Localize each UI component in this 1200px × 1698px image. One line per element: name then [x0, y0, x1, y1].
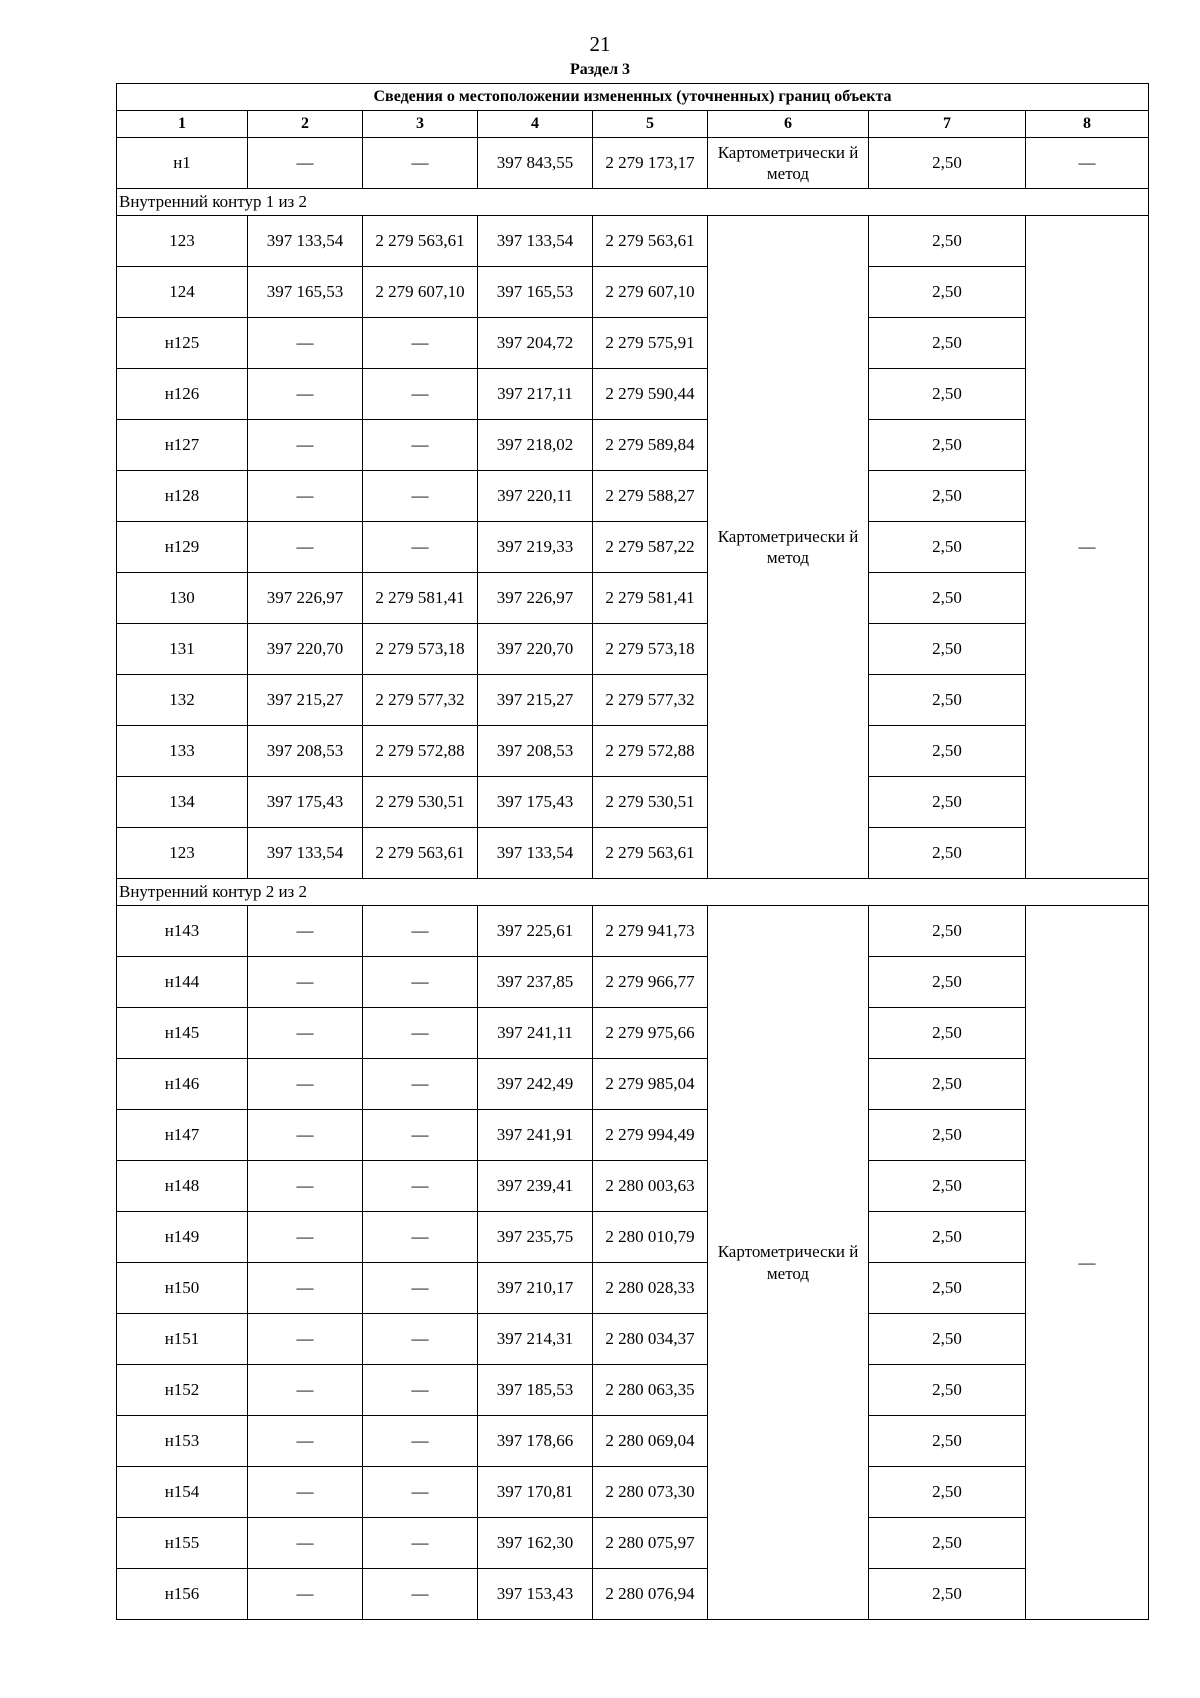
table-row — [117, 675, 1149, 726]
cell-x-new: 397 210,17 — [478, 1263, 593, 1314]
accuracy-cell: 2,50 — [869, 1110, 1026, 1161]
point-number: н143 — [117, 906, 248, 957]
point-number: н125 — [117, 318, 248, 369]
cell-x-old: 397 175,43 — [248, 777, 363, 828]
cell-x-old: 397 133,54 — [248, 828, 363, 879]
cell-x-new: 397 217,11 — [478, 369, 593, 420]
point-number: н154 — [117, 1467, 248, 1518]
cell-x-new: 397 178,66 — [478, 1416, 593, 1467]
point-number: н148 — [117, 1161, 248, 1212]
cell-y-new: 2 279 573,18 — [593, 624, 708, 675]
cell-x-new: 397 237,85 — [478, 957, 593, 1008]
cell-y-new: 2 279 588,27 — [593, 471, 708, 522]
point-number: н150 — [117, 1263, 248, 1314]
accuracy-cell: 2,50 — [869, 318, 1026, 369]
accuracy-cell: 2,50 — [869, 573, 1026, 624]
point-number: н155 — [117, 1518, 248, 1569]
cell-x-old: — — [248, 1365, 363, 1416]
table-row — [117, 1314, 1149, 1365]
point-number: н144 — [117, 957, 248, 1008]
table-row — [117, 1110, 1149, 1161]
cell-y-new: 2 280 003,63 — [593, 1161, 708, 1212]
accuracy-cell: 2,50 — [869, 1212, 1026, 1263]
cell-y-old: — — [363, 318, 478, 369]
cell-x-old: — — [248, 906, 363, 957]
col8-cell: — — [1026, 906, 1149, 1620]
accuracy-cell: 2,50 — [869, 138, 1026, 189]
point-number: н149 — [117, 1212, 248, 1263]
column-number: 8 — [1026, 111, 1149, 138]
table-row — [117, 1518, 1149, 1569]
cell-y-old: — — [363, 471, 478, 522]
table-row — [117, 957, 1149, 1008]
cell-x-old: — — [248, 369, 363, 420]
cell-x-new: 397 185,53 — [478, 1365, 593, 1416]
cell-y-old: — — [363, 1518, 478, 1569]
cell-x-new: 397 208,53 — [478, 726, 593, 777]
cell-x-new: 397 133,54 — [478, 828, 593, 879]
cell-x-new: 397 226,97 — [478, 573, 593, 624]
cell-x-old: — — [248, 1416, 363, 1467]
cell-y-old: — — [363, 1569, 478, 1620]
cell-x-old: — — [248, 1110, 363, 1161]
cell-x-new: 397 219,33 — [478, 522, 593, 573]
point-number: н129 — [117, 522, 248, 573]
coordinates-table — [116, 83, 1149, 1620]
cell-y-new: 2 279 530,51 — [593, 777, 708, 828]
cell-x-old: — — [248, 1467, 363, 1518]
accuracy-cell: 2,50 — [869, 267, 1026, 318]
cell-y-old: — — [363, 1263, 478, 1314]
accuracy-cell: 2,50 — [869, 957, 1026, 1008]
point-number: н156 — [117, 1569, 248, 1620]
cell-x-old: — — [248, 420, 363, 471]
cell-x-new: 397 214,31 — [478, 1314, 593, 1365]
cell-y-new: 2 280 034,37 — [593, 1314, 708, 1365]
cell-y-new: 2 279 590,44 — [593, 369, 708, 420]
column-number: 2 — [248, 111, 363, 138]
table-row — [117, 522, 1149, 573]
table-row — [117, 1008, 1149, 1059]
table-row — [117, 624, 1149, 675]
cell-y-old: 2 279 581,41 — [363, 573, 478, 624]
cell-x-new: 397 218,02 — [478, 420, 593, 471]
table-row — [117, 216, 1149, 267]
cell-x-new: 397 170,81 — [478, 1467, 593, 1518]
table-row — [117, 420, 1149, 471]
cell-x-old: — — [248, 957, 363, 1008]
cell-y-new: 2 279 941,73 — [593, 906, 708, 957]
accuracy-cell: 2,50 — [869, 675, 1026, 726]
cell-y-new: 2 279 975,66 — [593, 1008, 708, 1059]
accuracy-cell: 2,50 — [869, 777, 1026, 828]
column-number: 5 — [593, 111, 708, 138]
cell-y-old: — — [363, 1008, 478, 1059]
cell-x-old: 397 165,53 — [248, 267, 363, 318]
cell-x-new: 397 133,54 — [478, 216, 593, 267]
point-number: 123 — [117, 216, 248, 267]
cell-x-old: — — [248, 1569, 363, 1620]
cell-x-old: 397 208,53 — [248, 726, 363, 777]
cell-x-old: 397 226,97 — [248, 573, 363, 624]
accuracy-cell: 2,50 — [869, 906, 1026, 957]
column-number: 3 — [363, 111, 478, 138]
point-number: 133 — [117, 726, 248, 777]
accuracy-cell: 2,50 — [869, 1416, 1026, 1467]
cell-x-old: — — [248, 1314, 363, 1365]
cell-x-old: 397 133,54 — [248, 216, 363, 267]
point-number: н128 — [117, 471, 248, 522]
table-row — [117, 573, 1149, 624]
cell-x-new: 397 241,91 — [478, 1110, 593, 1161]
cell-y-new: 2 279 577,32 — [593, 675, 708, 726]
point-number: н126 — [117, 369, 248, 420]
cell-y-new: 2 280 028,33 — [593, 1263, 708, 1314]
cell-x-new: 397 220,70 — [478, 624, 593, 675]
cell-y-new: 2 279 994,49 — [593, 1110, 708, 1161]
cell-y-new: 2 279 581,41 — [593, 573, 708, 624]
cell-x-new: 397 175,43 — [478, 777, 593, 828]
cell-y-new: 2 279 607,10 — [593, 267, 708, 318]
accuracy-cell: 2,50 — [869, 828, 1026, 879]
cell-x-new: 397 204,72 — [478, 318, 593, 369]
cell-x-old: — — [248, 1008, 363, 1059]
cell-x-old: — — [248, 471, 363, 522]
accuracy-cell: 2,50 — [869, 471, 1026, 522]
section-title: Раздел 3 — [569, 61, 631, 78]
cell-x-new: 397 843,55 — [478, 138, 593, 189]
cell-y-old: 2 279 577,32 — [363, 675, 478, 726]
method-cell: Картометрически й метод — [708, 906, 869, 1620]
cell-y-old: 2 279 530,51 — [363, 777, 478, 828]
point-number: 130 — [117, 573, 248, 624]
table-row — [117, 1212, 1149, 1263]
accuracy-cell: 2,50 — [869, 726, 1026, 777]
col8-cell: — — [1026, 138, 1149, 189]
cell-y-old: 2 279 572,88 — [363, 726, 478, 777]
table-row — [117, 1569, 1149, 1620]
table-row — [117, 318, 1149, 369]
cell-y-new: 2 279 173,17 — [593, 138, 708, 189]
cell-x-old: — — [248, 1059, 363, 1110]
column-number: 6 — [708, 111, 869, 138]
cell-x-new: 397 162,30 — [478, 1518, 593, 1569]
cell-y-new: 2 279 966,77 — [593, 957, 708, 1008]
point-number: н127 — [117, 420, 248, 471]
cell-x-new: 397 239,41 — [478, 1161, 593, 1212]
cell-y-new: 2 279 985,04 — [593, 1059, 708, 1110]
accuracy-cell: 2,50 — [869, 1263, 1026, 1314]
cell-y-new: 2 279 563,61 — [593, 216, 708, 267]
table-row — [117, 1467, 1149, 1518]
point-number: 123 — [117, 828, 248, 879]
cell-x-new: 397 215,27 — [478, 675, 593, 726]
cell-y-new: 2 280 075,97 — [593, 1518, 708, 1569]
contour-label: Внутренний контур 1 из 2 — [117, 189, 1149, 216]
cell-x-new: 397 165,53 — [478, 267, 593, 318]
cell-y-old: — — [363, 138, 478, 189]
table-row — [117, 267, 1149, 318]
cell-x-old: — — [248, 138, 363, 189]
cell-y-new: 2 280 063,35 — [593, 1365, 708, 1416]
cell-y-new: 2 279 589,84 — [593, 420, 708, 471]
cell-y-new: 2 279 572,88 — [593, 726, 708, 777]
accuracy-cell: 2,50 — [869, 1059, 1026, 1110]
point-number: 132 — [117, 675, 248, 726]
point-number: н1 — [117, 138, 248, 189]
page-number: 21 — [589, 32, 611, 56]
cell-y-old: — — [363, 957, 478, 1008]
cell-x-new: 397 235,75 — [478, 1212, 593, 1263]
cell-x-old: 397 220,70 — [248, 624, 363, 675]
point-number: 131 — [117, 624, 248, 675]
accuracy-cell: 2,50 — [869, 1569, 1026, 1620]
table-row — [117, 369, 1149, 420]
cell-y-new: 2 280 010,79 — [593, 1212, 708, 1263]
cell-x-new: 397 225,61 — [478, 906, 593, 957]
cell-x-old: 397 215,27 — [248, 675, 363, 726]
point-number: 134 — [117, 777, 248, 828]
cell-y-old: — — [363, 1365, 478, 1416]
cell-x-old: — — [248, 522, 363, 573]
table-row — [117, 138, 1149, 189]
table-row — [117, 828, 1149, 879]
accuracy-cell: 2,50 — [869, 624, 1026, 675]
point-number: н145 — [117, 1008, 248, 1059]
table-row — [117, 1416, 1149, 1467]
table-row — [117, 726, 1149, 777]
point-number: н146 — [117, 1059, 248, 1110]
accuracy-cell: 2,50 — [869, 1161, 1026, 1212]
cell-y-old: — — [363, 1416, 478, 1467]
cell-y-new: 2 279 563,61 — [593, 828, 708, 879]
cell-y-old: 2 279 563,61 — [363, 828, 478, 879]
col8-cell: — — [1026, 216, 1149, 879]
contour-label-row — [117, 879, 1149, 906]
cell-x-old: — — [248, 1161, 363, 1212]
cell-y-old: 2 279 563,61 — [363, 216, 478, 267]
point-number: 124 — [117, 267, 248, 318]
column-number: 4 — [478, 111, 593, 138]
cell-y-old: — — [363, 420, 478, 471]
cell-x-new: 397 242,49 — [478, 1059, 593, 1110]
accuracy-cell: 2,50 — [869, 522, 1026, 573]
accuracy-cell: 2,50 — [869, 1008, 1026, 1059]
accuracy-cell: 2,50 — [869, 1314, 1026, 1365]
cell-x-old: — — [248, 1518, 363, 1569]
cell-y-old: — — [363, 1314, 478, 1365]
column-number: 1 — [117, 111, 248, 138]
contour-label: Внутренний контур 2 из 2 — [117, 879, 1149, 906]
method-cell: Картометрически й метод — [708, 138, 869, 189]
cell-y-old: 2 279 573,18 — [363, 624, 478, 675]
accuracy-cell: 2,50 — [869, 369, 1026, 420]
cell-x-old: — — [248, 1263, 363, 1314]
cell-y-old: — — [363, 1467, 478, 1518]
cell-y-new: 2 280 076,94 — [593, 1569, 708, 1620]
accuracy-cell: 2,50 — [869, 1365, 1026, 1416]
cell-y-new: 2 279 575,91 — [593, 318, 708, 369]
accuracy-cell: 2,50 — [869, 216, 1026, 267]
point-number: н147 — [117, 1110, 248, 1161]
cell-y-new: 2 280 073,30 — [593, 1467, 708, 1518]
table-title: Сведения о местоположении измененных (уточненных) границ объекта — [117, 84, 1149, 111]
cell-y-old: — — [363, 369, 478, 420]
point-number: н151 — [117, 1314, 248, 1365]
table-row — [117, 471, 1149, 522]
accuracy-cell: 2,50 — [869, 420, 1026, 471]
point-number: н153 — [117, 1416, 248, 1467]
accuracy-cell: 2,50 — [869, 1467, 1026, 1518]
contour-label-row — [117, 189, 1149, 216]
table-row — [117, 906, 1149, 957]
cell-y-old: — — [363, 1059, 478, 1110]
cell-y-old: — — [363, 1110, 478, 1161]
cell-x-old: — — [248, 1212, 363, 1263]
method-cell: Картометрически й метод — [708, 216, 869, 879]
cell-y-old: — — [363, 1212, 478, 1263]
cell-y-old: — — [363, 906, 478, 957]
cell-y-old: — — [363, 522, 478, 573]
table-row — [117, 777, 1149, 828]
table-row — [117, 1263, 1149, 1314]
cell-x-new: 397 241,11 — [478, 1008, 593, 1059]
point-number: н152 — [117, 1365, 248, 1416]
cell-y-old: 2 279 607,10 — [363, 267, 478, 318]
cell-x-old: — — [248, 318, 363, 369]
table-row — [117, 1059, 1149, 1110]
cell-y-old: — — [363, 1161, 478, 1212]
table-row — [117, 1365, 1149, 1416]
cell-x-new: 397 153,43 — [478, 1569, 593, 1620]
table-row — [117, 1161, 1149, 1212]
accuracy-cell: 2,50 — [869, 1518, 1026, 1569]
column-number: 7 — [869, 111, 1026, 138]
cell-y-new: 2 280 069,04 — [593, 1416, 708, 1467]
cell-x-new: 397 220,11 — [478, 471, 593, 522]
cell-y-new: 2 279 587,22 — [593, 522, 708, 573]
